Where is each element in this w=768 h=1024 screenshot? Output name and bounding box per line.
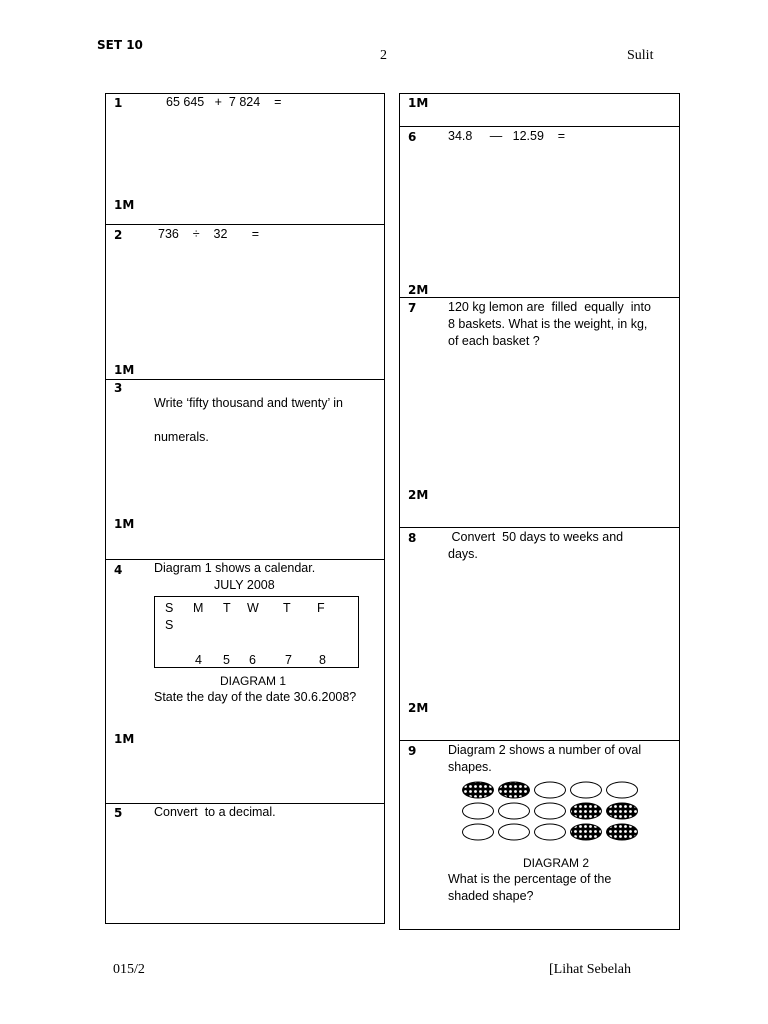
calendar-date: 4 xyxy=(195,653,202,667)
unshaded-oval xyxy=(463,803,494,819)
question-8-line-2: days. xyxy=(448,547,478,561)
question-3-line-2: numerals. xyxy=(154,430,209,444)
question-6-number: 6 xyxy=(408,130,417,144)
sulit-label: Sulit xyxy=(627,48,654,63)
question-2-mark: 1M xyxy=(114,363,135,377)
day-header: M xyxy=(193,601,204,615)
divider xyxy=(400,527,679,528)
question-1-expression: 65 645 + 7 824 = xyxy=(166,95,282,109)
question-4-number: 4 xyxy=(114,563,123,577)
question-7-line-3: of each basket ? xyxy=(448,334,540,348)
divider xyxy=(106,224,384,225)
question-5-number: 5 xyxy=(114,806,123,820)
question-2-expression: 736 ÷ 32 = xyxy=(158,227,260,241)
question-2-number: 2 xyxy=(114,228,123,242)
shaded-oval xyxy=(571,803,602,819)
unshaded-oval xyxy=(607,782,638,798)
diagram-2-caption: DIAGRAM 2 xyxy=(523,856,590,870)
day-header: T xyxy=(283,601,291,615)
left-column xyxy=(105,93,385,924)
divider xyxy=(400,126,679,127)
question-7-line-1: 120 kg lemon are filled equally into xyxy=(448,300,651,314)
question-3-mark: 1M xyxy=(114,517,135,531)
oval-shapes-diagram xyxy=(458,779,648,843)
question-5-text: Convert to a decimal. xyxy=(154,805,276,819)
right-column xyxy=(399,93,680,930)
footer-next-page: [Lihat Sebelah xyxy=(549,962,632,977)
calendar-diagram xyxy=(154,596,359,668)
day-header: T xyxy=(223,601,231,615)
shaded-oval xyxy=(607,824,638,840)
question-4-intro: Diagram 1 shows a calendar. xyxy=(154,561,316,575)
shaded-oval xyxy=(607,803,638,819)
question-8-line-1: Convert 50 days to weeks and xyxy=(448,530,624,544)
question-1-mark: 1M xyxy=(114,198,135,212)
question-4-mark: 1M xyxy=(114,732,135,746)
divider xyxy=(106,379,384,380)
question-7-mark: 2M xyxy=(408,488,429,502)
divider xyxy=(400,297,679,298)
day-header: S xyxy=(165,601,174,615)
unshaded-oval xyxy=(535,824,566,840)
day-header: F xyxy=(317,601,325,615)
shaded-oval xyxy=(571,824,602,840)
day-header: W xyxy=(247,601,259,615)
calendar-date: 6 xyxy=(249,653,256,667)
question-1-number: 1 xyxy=(114,96,123,110)
question-9-text-line-1: What is the percentage of the xyxy=(448,872,612,886)
diagram-1-caption: DIAGRAM 1 xyxy=(220,674,287,688)
question-8-mark: 2M xyxy=(408,701,429,715)
divider xyxy=(400,740,679,741)
divider xyxy=(400,93,679,94)
footer-code: 015/2 xyxy=(113,962,145,977)
question-9-line-2: shapes. xyxy=(448,760,492,774)
calendar-date: 7 xyxy=(285,653,292,667)
question-8-number: 8 xyxy=(408,531,417,545)
unshaded-oval xyxy=(535,782,566,798)
calendar-date: 8 xyxy=(319,653,326,667)
question-3-number: 3 xyxy=(114,381,123,395)
set-label: SET 10 xyxy=(97,38,143,52)
question-9-number: 9 xyxy=(408,744,417,758)
unshaded-oval xyxy=(499,824,530,840)
question-5-mark: 1M xyxy=(408,96,429,110)
day-header: S xyxy=(165,618,174,632)
question-6-mark: 2M xyxy=(408,283,429,297)
page-number: 2 xyxy=(380,48,387,63)
question-7-number: 7 xyxy=(408,301,417,315)
question-3-line-1: Write ‘fifty thousand and twenty’ in xyxy=(154,396,343,410)
calendar-date: 5 xyxy=(223,653,230,667)
question-7-line-2: 8 baskets. What is the weight, in kg, xyxy=(448,317,648,331)
question-4-text: State the day of the date 30.6.2008? xyxy=(154,690,357,704)
question-9-line-1: Diagram 2 shows a number of oval xyxy=(448,743,642,757)
question-9-text-line-2: shaded shape? xyxy=(448,889,534,903)
shaded-oval xyxy=(499,782,530,798)
question-6-expression: 34.8 — 12.59 = xyxy=(448,129,566,143)
unshaded-oval xyxy=(499,803,530,819)
unshaded-oval xyxy=(463,824,494,840)
unshaded-oval xyxy=(535,803,566,819)
calendar-month: JULY 2008 xyxy=(214,578,275,592)
unshaded-oval xyxy=(571,782,602,798)
shaded-oval xyxy=(463,782,494,798)
